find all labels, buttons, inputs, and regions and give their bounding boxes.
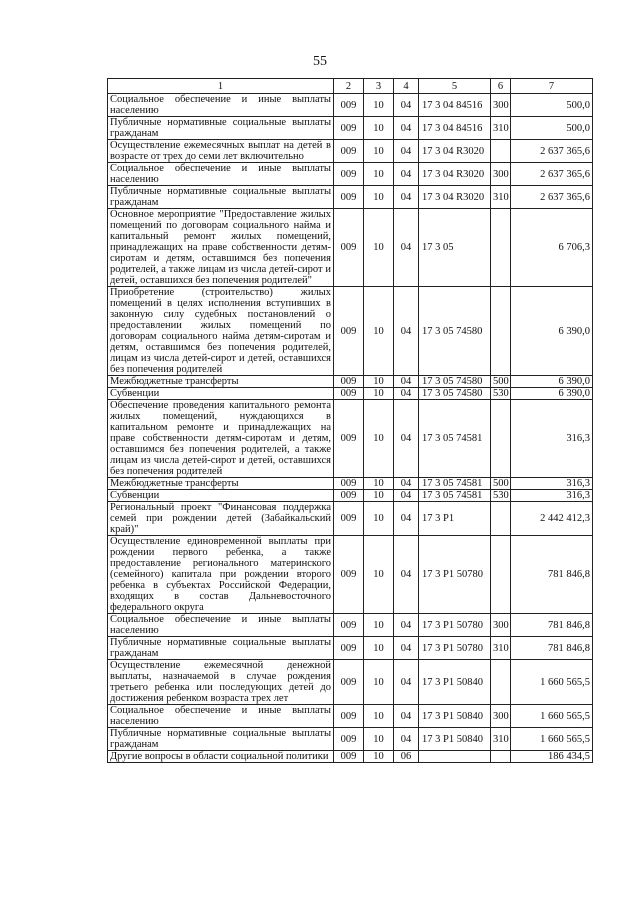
cell-amount: 781 846,8 (511, 637, 593, 660)
table-row (108, 376, 593, 388)
cell-name: Межбюджетные трансферты (108, 376, 334, 388)
cell-subsection: 04 (394, 614, 419, 637)
cell-section: 10 (364, 140, 394, 163)
cell-subsection: 04 (394, 376, 419, 388)
table-row (108, 209, 593, 287)
table-row (108, 490, 593, 502)
cell-subsection: 04 (394, 94, 419, 117)
cell-target-article: 17 3 P1 50780 (419, 536, 491, 614)
cell-expense-type: 530 (491, 388, 511, 400)
cell-ministry-code: 009 (334, 478, 364, 490)
cell-amount: 6 390,0 (511, 376, 593, 388)
cell-name: Публичные нормативные социальные выплаты гражданам (108, 637, 334, 660)
cell-amount: 6 390,0 (511, 287, 593, 376)
cell-ministry-code: 009 (334, 186, 364, 209)
cell-expense-type: 310 (491, 728, 511, 751)
table-row (108, 637, 593, 660)
cell-name: Межбюджетные трансферты (108, 478, 334, 490)
cell-name: Обеспечение проведения капитального ремонта жилых помещений, нуждающихся в капитальном ремонте и принадлежащих на праве собственности детям-сиротам и детям, оставшимся без попечения родителей, а также лицам из числа детей-сирот и детей, оставшихся без попечения родителей (108, 400, 334, 478)
cell-name: Субвенции (108, 490, 334, 502)
table-row (108, 660, 593, 705)
cell-name: Публичные нормативные социальные выплаты гражданам (108, 728, 334, 751)
cell-ministry-code: 009 (334, 502, 364, 536)
cell-name: Публичные нормативные социальные выплаты гражданам (108, 186, 334, 209)
table-row (108, 536, 593, 614)
cell-amount: 316,3 (511, 400, 593, 478)
cell-section: 10 (364, 705, 394, 728)
cell-subsection: 04 (394, 140, 419, 163)
cell-ministry-code: 009 (334, 660, 364, 705)
cell-amount: 316,3 (511, 478, 593, 490)
cell-target-article: 17 3 05 74581 (419, 400, 491, 478)
cell-amount: 500,0 (511, 94, 593, 117)
cell-subsection: 04 (394, 287, 419, 376)
column-header-4: 4 (394, 79, 419, 94)
cell-ministry-code: 009 (334, 287, 364, 376)
cell-section: 10 (364, 117, 394, 140)
cell-target-article: 17 3 05 74580 (419, 388, 491, 400)
cell-section: 10 (364, 751, 394, 763)
cell-section: 10 (364, 209, 394, 287)
cell-subsection: 04 (394, 728, 419, 751)
cell-section: 10 (364, 186, 394, 209)
cell-name: Публичные нормативные социальные выплаты гражданам (108, 117, 334, 140)
column-header-7: 7 (511, 79, 593, 94)
cell-expense-type: 310 (491, 117, 511, 140)
cell-subsection: 04 (394, 478, 419, 490)
table-row (108, 751, 593, 763)
cell-ministry-code: 009 (334, 490, 364, 502)
cell-target-article: 17 3 04 84516 (419, 117, 491, 140)
cell-target-article: 17 3 05 (419, 209, 491, 287)
cell-target-article: 17 3 05 74581 (419, 478, 491, 490)
cell-name: Осуществление ежемесячных выплат на детей в возрасте от трех до семи лет включительно (108, 140, 334, 163)
cell-subsection: 04 (394, 502, 419, 536)
cell-target-article: 17 3 P1 50780 (419, 614, 491, 637)
cell-amount: 2 637 365,6 (511, 140, 593, 163)
cell-target-article: 17 3 P1 (419, 502, 491, 536)
cell-ministry-code: 009 (334, 209, 364, 287)
column-header-5: 5 (419, 79, 491, 94)
cell-name: Социальное обеспечение и иные выплаты населению (108, 163, 334, 186)
cell-target-article: 17 3 P1 50780 (419, 637, 491, 660)
page-number: 55 (313, 54, 327, 69)
cell-section: 10 (364, 94, 394, 117)
cell-expense-type (491, 287, 511, 376)
budget-table (107, 78, 593, 763)
cell-target-article: 17 3 05 74580 (419, 287, 491, 376)
cell-section: 10 (364, 536, 394, 614)
cell-section: 10 (364, 376, 394, 388)
cell-target-article: 17 3 05 74581 (419, 490, 491, 502)
table-row (108, 163, 593, 186)
cell-section: 10 (364, 490, 394, 502)
cell-ministry-code: 009 (334, 705, 364, 728)
cell-target-article: 17 3 04 R3020 (419, 186, 491, 209)
column-header-1: 1 (108, 79, 334, 94)
cell-amount: 500,0 (511, 117, 593, 140)
cell-ministry-code: 009 (334, 388, 364, 400)
cell-amount: 2 637 365,6 (511, 163, 593, 186)
table-row (108, 400, 593, 478)
cell-ministry-code: 009 (334, 140, 364, 163)
cell-expense-type: 500 (491, 478, 511, 490)
cell-ministry-code: 009 (334, 376, 364, 388)
table-row (108, 186, 593, 209)
cell-subsection: 04 (394, 705, 419, 728)
cell-expense-type: 300 (491, 163, 511, 186)
table-row (108, 728, 593, 751)
cell-amount: 6 390,0 (511, 388, 593, 400)
cell-subsection: 04 (394, 660, 419, 705)
cell-subsection: 04 (394, 637, 419, 660)
cell-amount: 1 660 565,5 (511, 728, 593, 751)
cell-ministry-code: 009 (334, 117, 364, 140)
cell-name: Социальное обеспечение и иные выплаты населению (108, 705, 334, 728)
cell-expense-type (491, 140, 511, 163)
cell-section: 10 (364, 637, 394, 660)
cell-target-article: 17 3 04 84516 (419, 94, 491, 117)
table-row (108, 117, 593, 140)
cell-ministry-code: 009 (334, 751, 364, 763)
cell-amount: 1 660 565,5 (511, 660, 593, 705)
cell-section: 10 (364, 400, 394, 478)
cell-name: Другие вопросы в области социальной политики (108, 751, 334, 763)
cell-expense-type (491, 209, 511, 287)
cell-target-article (419, 751, 491, 763)
cell-amount: 2 442 412,3 (511, 502, 593, 536)
cell-subsection: 04 (394, 400, 419, 478)
cell-amount: 781 846,8 (511, 536, 593, 614)
cell-section: 10 (364, 287, 394, 376)
cell-subsection: 04 (394, 163, 419, 186)
cell-ministry-code: 009 (334, 637, 364, 660)
cell-name: Социальное обеспечение и иные выплаты населению (108, 614, 334, 637)
cell-ministry-code: 009 (334, 163, 364, 186)
cell-amount: 781 846,8 (511, 614, 593, 637)
cell-section: 10 (364, 660, 394, 705)
cell-amount: 316,3 (511, 490, 593, 502)
cell-name: Региональный проект "Финансовая поддержка семей при рождении детей (Забайкальский край)" (108, 502, 334, 536)
cell-subsection: 04 (394, 117, 419, 140)
cell-target-article: 17 3 04 R3020 (419, 163, 491, 186)
cell-amount: 6 706,3 (511, 209, 593, 287)
column-header-2: 2 (334, 79, 364, 94)
cell-section: 10 (364, 728, 394, 751)
cell-amount: 1 660 565,5 (511, 705, 593, 728)
cell-section: 10 (364, 502, 394, 536)
cell-amount: 186 434,5 (511, 751, 593, 763)
table-header-row (108, 79, 593, 94)
cell-expense-type: 300 (491, 614, 511, 637)
cell-subsection: 04 (394, 186, 419, 209)
table-row (108, 287, 593, 376)
cell-name: Приобретение (строительство) жилых помещений в целях исполнения вступивших в законную силу судебных постановлений о предоставлении жилых помещений по договорам социального найма детям-сиротам и детям, оставшимся без попечения родителей, лицам из числа детей-сирот и детей, оставшихся без попечения родителей (108, 287, 334, 376)
cell-expense-type: 310 (491, 186, 511, 209)
cell-target-article: 17 3 P1 50840 (419, 728, 491, 751)
cell-target-article: 17 3 P1 50840 (419, 660, 491, 705)
column-header-6: 6 (491, 79, 511, 94)
cell-expense-type: 300 (491, 705, 511, 728)
table-row (108, 502, 593, 536)
cell-section: 10 (364, 388, 394, 400)
cell-ministry-code: 009 (334, 536, 364, 614)
cell-expense-type: 310 (491, 637, 511, 660)
cell-subsection: 04 (394, 536, 419, 614)
column-header-3: 3 (364, 79, 394, 94)
cell-target-article: 17 3 04 R3020 (419, 140, 491, 163)
cell-expense-type: 530 (491, 490, 511, 502)
cell-expense-type (491, 536, 511, 614)
cell-section: 10 (364, 163, 394, 186)
cell-target-article: 17 3 P1 50840 (419, 705, 491, 728)
cell-section: 10 (364, 614, 394, 637)
cell-ministry-code: 009 (334, 728, 364, 751)
cell-expense-type (491, 400, 511, 478)
cell-target-article: 17 3 05 74580 (419, 376, 491, 388)
cell-subsection: 04 (394, 388, 419, 400)
table-row (108, 478, 593, 490)
cell-expense-type (491, 502, 511, 536)
table-row (108, 705, 593, 728)
cell-subsection: 04 (394, 490, 419, 502)
table-row (108, 94, 593, 117)
table-row (108, 140, 593, 163)
cell-name: Осуществление единовременной выплаты при рождении первого ребенка, а также предоставление регионального материнского (семейного) капитала при рождении второго ребенка в субъектах Российской Федерации, входящих в состав Дальневосточного федерального округа (108, 536, 334, 614)
cell-expense-type: 500 (491, 376, 511, 388)
cell-name: Субвенции (108, 388, 334, 400)
cell-ministry-code: 009 (334, 94, 364, 117)
cell-name: Основное мероприятие "Предоставление жилых помещений по договорам социального найма и капитальный ремонт жилых помещений, принадлежащих на праве собственности детям-сиротам и детям, оставшимся без попечения родителей, а также лицам из числа детей-сирот и детей, оставшихся без попечения родителей" (108, 209, 334, 287)
cell-ministry-code: 009 (334, 614, 364, 637)
cell-subsection: 06 (394, 751, 419, 763)
cell-name: Социальное обеспечение и иные выплаты населению (108, 94, 334, 117)
table-row (108, 614, 593, 637)
cell-name: Осуществление ежемесячной денежной выплаты, назначаемой в случае рождения третьего ребенка или последующих детей до достижения ребенком возраста трех лет (108, 660, 334, 705)
cell-ministry-code: 009 (334, 400, 364, 478)
cell-section: 10 (364, 478, 394, 490)
cell-amount: 2 637 365,6 (511, 186, 593, 209)
cell-expense-type: 300 (491, 94, 511, 117)
cell-subsection: 04 (394, 209, 419, 287)
cell-expense-type (491, 660, 511, 705)
table-row (108, 388, 593, 400)
cell-expense-type (491, 751, 511, 763)
